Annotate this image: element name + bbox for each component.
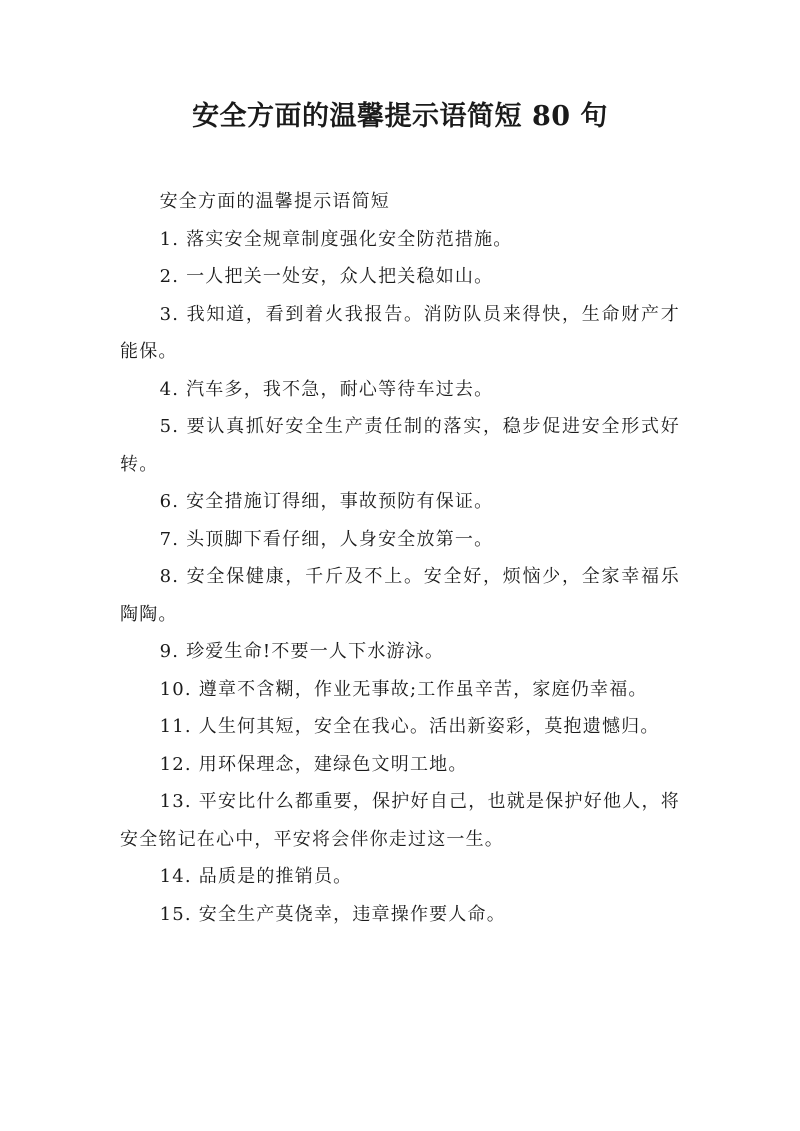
list-item: 1. 落实安全规章制度强化安全防范措施。: [159, 228, 513, 250]
list-item: 14. 品质是的推销员。: [159, 866, 353, 887]
list-item: 10. 遵章不含糊，作业无事故;工作虽辛苦，家庭仍幸福。: [159, 678, 648, 700]
list-item: 11. 人生何其短，安全在我心。活出新姿彩，莫抱遗憾归。: [159, 716, 660, 737]
list-item: 5. 要认真抓好安全生产责任制的落实，稳步促进安全形式好转。: [120, 416, 680, 475]
list-item: 2. 一人把关一处安，众人把关稳如山。: [159, 266, 494, 287]
paragraph-intro: 安全方面的温馨提示语简短: [159, 191, 390, 212]
list-item: 15. 安全生产莫侥幸，违章操作要人命。: [159, 903, 506, 925]
list-item: 3. 我知道，看到着火我报告。消防队员来得快，生命财产才能保。: [120, 303, 680, 362]
document-title: 安全方面的温馨提示语简短 80 句: [192, 101, 608, 132]
list-item: 12. 用环保理念，建绿色文明工地。: [159, 753, 468, 775]
list-item: 4. 汽车多，我不急，耐心等待车过去。: [159, 378, 494, 400]
list-item: 9. 珍爱生命!不要一人下水游泳。: [159, 641, 445, 662]
list-item: 13. 平安比什么都重要，保护好自己，也就是保护好他人，将安全铭记在心中，平安将会伴你走过这一生。: [120, 791, 680, 850]
list-item: 6. 安全措施订得细，事故预防有保证。: [159, 491, 494, 512]
list-item: 8. 安全保健康，千斤及不上。安全好，烦恼少，全家幸福乐陶陶。: [120, 566, 680, 625]
document-body: [120, 183, 680, 933]
list-item: 7. 头顶脚下看仔细，人身安全放第一。: [159, 528, 494, 550]
